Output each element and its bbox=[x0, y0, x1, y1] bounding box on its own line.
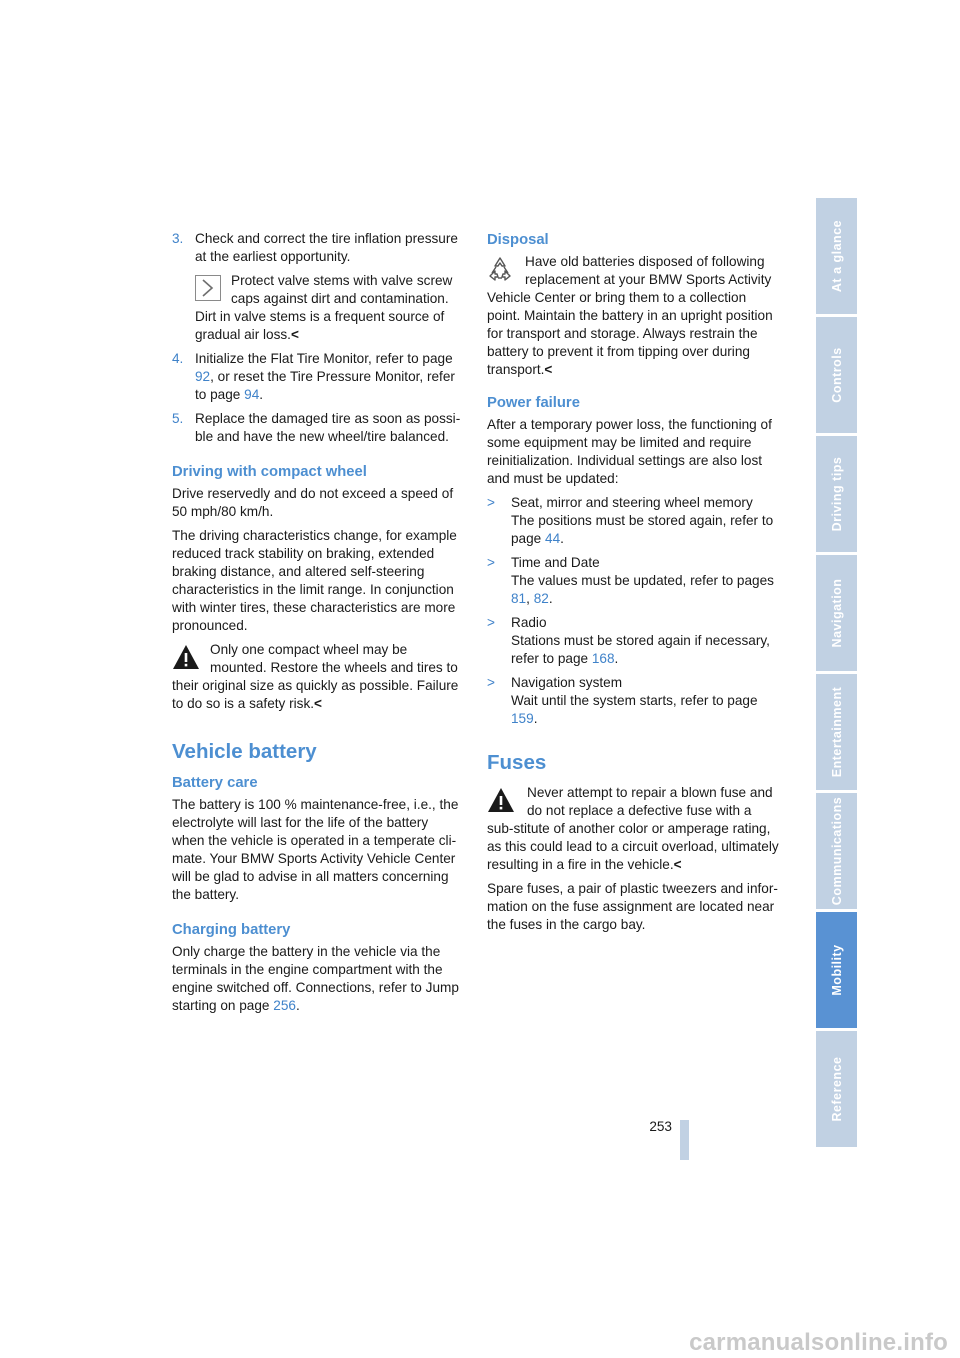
end-mark: < bbox=[314, 696, 322, 711]
warning-triangle-icon bbox=[487, 787, 515, 813]
note-disposal bbox=[487, 253, 779, 379]
step-number: 5. bbox=[172, 411, 184, 426]
item-text: The values must be updated, refer to pages bbox=[511, 573, 774, 588]
step-5 bbox=[172, 410, 464, 446]
tab-label: Communications bbox=[829, 796, 844, 906]
step-text-mid: , or reset the Tire Pressure Monitor, refer to page bbox=[195, 369, 455, 402]
end-mark: < bbox=[673, 857, 682, 872]
step-4 bbox=[172, 350, 464, 404]
step-number: 4. bbox=[172, 351, 184, 366]
tab-reference[interactable] bbox=[816, 1031, 857, 1150]
left-column bbox=[172, 230, 464, 1021]
warning-triangle-icon bbox=[172, 644, 200, 670]
compact-paragraph-1: Drive reservedly and do not exceed a speed of 50 mph/80 km/h. bbox=[172, 486, 454, 519]
warning-compact-text: Only one compact wheel may be mounted. Restore the wheels and tires to their original size as quickly as possible. Failure to do so is a safety risk. bbox=[172, 642, 459, 711]
end-mark: < bbox=[544, 362, 553, 377]
item-separator: , bbox=[526, 591, 534, 606]
chapter-tabs bbox=[816, 198, 857, 1150]
tab-driving-tips[interactable] bbox=[816, 436, 857, 555]
bullet-mark: > bbox=[487, 615, 495, 630]
tab-at-a-glance[interactable] bbox=[816, 198, 857, 317]
item-post: . bbox=[614, 651, 619, 666]
power-failure-text: After a temporary power loss, the functioning of some equipment may be limited and require reinitialization. Individual settings are also lost and must be updated: bbox=[487, 417, 772, 486]
page-number: 253 bbox=[649, 1119, 672, 1134]
item-text: Stations must be stored again if necessary, refer to page bbox=[511, 633, 770, 666]
list-item bbox=[487, 614, 779, 668]
page-link-159[interactable]: 159 bbox=[511, 711, 534, 726]
page-link-82[interactable]: 82 bbox=[533, 591, 549, 606]
bullet-mark: > bbox=[487, 495, 495, 510]
tab-label: Reference bbox=[829, 1056, 844, 1122]
tab-label: At a glance bbox=[829, 219, 844, 293]
fuses-text: Spare fuses, a pair of plastic tweezers and infor-mation on the fuse assignment are located near the fuses in the cargo bay. bbox=[487, 881, 778, 932]
item-body bbox=[511, 692, 779, 728]
heading-disposal: Disposal bbox=[487, 232, 549, 248]
page-link-256[interactable]: 256 bbox=[273, 998, 296, 1013]
bullet-mark: > bbox=[487, 555, 495, 570]
watermark: carmanualsonline.info bbox=[689, 1329, 948, 1356]
page-link-44[interactable]: 44 bbox=[545, 531, 561, 546]
item-title: Time and Date bbox=[511, 555, 600, 570]
list-item bbox=[487, 554, 779, 608]
page-link-92[interactable]: 92 bbox=[195, 369, 211, 384]
item-title: Seat, mirror and steering wheel memory bbox=[511, 495, 753, 510]
tab-controls[interactable] bbox=[816, 317, 857, 436]
page-marker-bar bbox=[680, 1120, 689, 1160]
end-mark: < bbox=[290, 327, 299, 342]
note-arrow-icon bbox=[195, 275, 221, 301]
charging-text: Only charge the battery in the vehicle via the terminals in the engine compartment with the engine switched off. Connections, refer to Jump starting on page bbox=[172, 944, 459, 1013]
step-text: Replace the damaged tire as soon as possi-ble and have the new wheel/tire balanced. bbox=[195, 411, 461, 444]
tab-label: Mobility bbox=[829, 944, 844, 996]
item-post: . bbox=[560, 531, 564, 546]
warning-compact-wheel bbox=[172, 641, 464, 713]
item-text: The positions must be stored again, refer to page bbox=[511, 513, 774, 546]
page-link-94[interactable]: 94 bbox=[244, 387, 260, 402]
tab-mobility[interactable] bbox=[816, 912, 857, 1031]
tab-navigation[interactable] bbox=[816, 555, 857, 674]
step-text-pre: Initialize the Flat Tire Monitor, refer to page bbox=[195, 351, 453, 366]
right-column bbox=[487, 230, 779, 940]
charging-post: . bbox=[295, 998, 300, 1013]
warning-fuses bbox=[487, 784, 779, 874]
item-body bbox=[511, 512, 779, 548]
page-link-168[interactable]: 168 bbox=[591, 651, 615, 666]
page-link-81[interactable]: 81 bbox=[511, 591, 527, 606]
item-body bbox=[511, 572, 779, 608]
note-valve-text: Protect valve stems with valve screw caps against dirt and contamination. Dirt in valve stems is a frequent source of gradual air loss. bbox=[195, 273, 453, 342]
warning-fuses-text: Never attempt to repair a blown fuse and do not replace a defective fuse with a sub-stitute of another color or amperage rating, as this could lead to a circuit overload, ultimately resulting in a fire in the vehicle. bbox=[487, 785, 779, 872]
step-text: Check and correct the tire inflation pressure at the earliest opportunity. bbox=[195, 231, 458, 264]
item-post: . bbox=[533, 711, 538, 726]
heading-compact-wheel: Driving with compact wheel bbox=[172, 464, 367, 480]
heading-vehicle-battery: Vehicle battery bbox=[172, 740, 317, 763]
item-text: Wait until the system starts, refer to page bbox=[511, 693, 758, 708]
tab-communications[interactable] bbox=[816, 793, 857, 912]
recycle-icon bbox=[487, 256, 513, 282]
tab-entertainment[interactable] bbox=[816, 674, 857, 793]
heading-fuses: Fuses bbox=[487, 751, 547, 774]
bullet-mark: > bbox=[487, 675, 495, 690]
item-title: Navigation system bbox=[511, 675, 623, 690]
item-post: . bbox=[548, 591, 553, 606]
heading-power-failure: Power failure bbox=[487, 395, 580, 411]
battery-care-text: The battery is 100 % maintenance-free, i.e., the electrolyte will last for the life of the battery when the vehicle is operated in a temperate cli-mate. Your BMW Sports Activity Vehicle Center will be glad to advise in all matters concerning the battery. bbox=[172, 797, 459, 902]
tab-label: Navigation bbox=[829, 578, 844, 648]
step-3 bbox=[172, 230, 464, 266]
step-text-post: . bbox=[259, 387, 264, 402]
tab-label: Entertainment bbox=[829, 686, 844, 778]
tab-label: Driving tips bbox=[829, 456, 844, 532]
list-item bbox=[487, 494, 779, 548]
item-body bbox=[511, 632, 779, 668]
tab-label: Controls bbox=[829, 347, 844, 403]
step-number: 3. bbox=[172, 231, 184, 246]
heading-charging-battery: Charging battery bbox=[172, 922, 291, 938]
charging-paragraph bbox=[172, 943, 464, 1015]
compact-paragraph-2: The driving characteristics change, for example reduced track stability on braking, extended braking distance, and altered self-steering characteristics in the limit range. In conjunction with winter tires, these characteristics are more pronounced. bbox=[172, 528, 457, 633]
disposal-text: Have old batteries disposed of following replacement at your BMW Sports Activity Vehicle Center or bring them to a collection point. Maintain the battery in an upright position for transport and storage. Always restrain the battery to prevent it from tipping over during transport. bbox=[487, 254, 773, 377]
heading-battery-care: Battery care bbox=[172, 775, 258, 791]
note-valve-stems bbox=[172, 272, 464, 344]
item-title: Radio bbox=[511, 615, 547, 630]
list-item bbox=[487, 674, 779, 728]
